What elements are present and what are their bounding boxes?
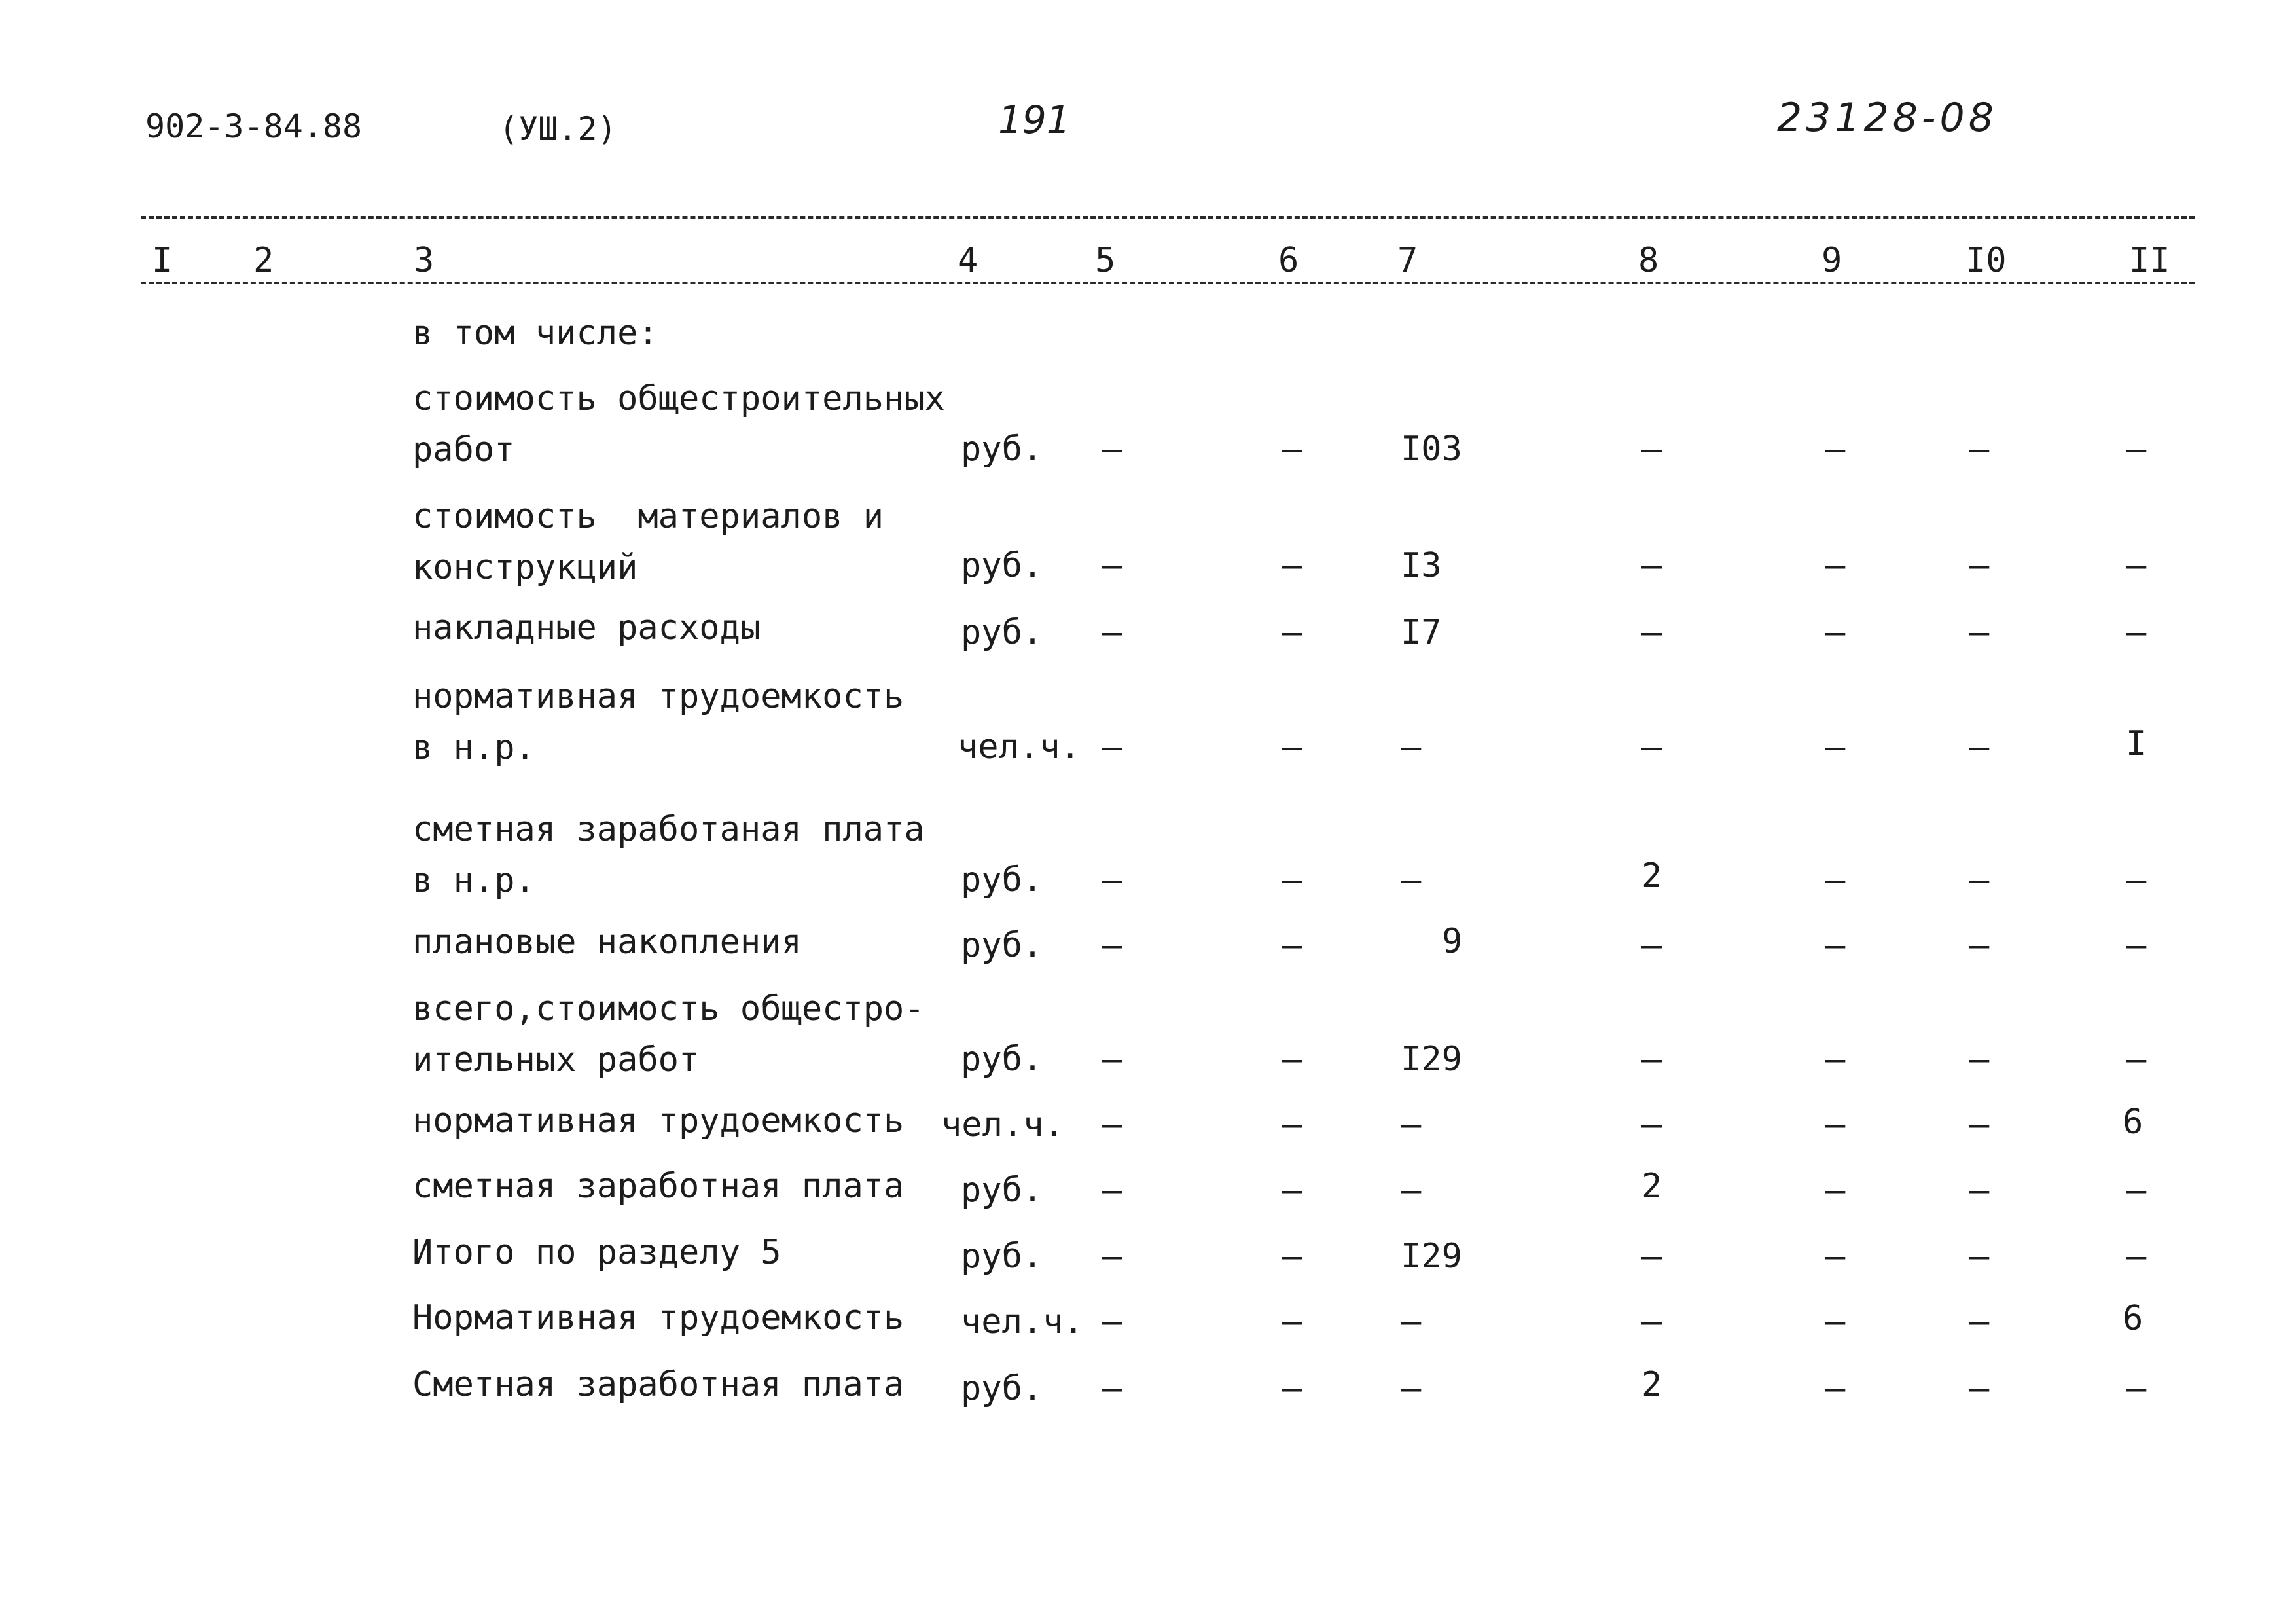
cell-unit: чел.ч. (941, 1105, 1064, 1144)
cell-col6: – (1282, 429, 1302, 469)
column-number-6: 6 (1278, 241, 1299, 280)
cell-col9: – (1825, 926, 1846, 965)
cell-col5: – (1102, 546, 1122, 585)
column-number-7: 7 (1397, 241, 1418, 280)
row-label-line: стоимость общестроительных (412, 379, 945, 418)
cell-col8: 2 (1641, 856, 1662, 896)
cell-col11: – (2126, 1237, 2147, 1276)
row-label (412, 917, 802, 968)
cell-unit: руб. (961, 546, 1043, 585)
row-label-line: всего,стоимость общестро- (412, 989, 925, 1029)
cell-col8: – (1641, 1040, 1662, 1079)
cell-col9: – (1825, 1105, 1846, 1144)
column-number-4: 4 (958, 241, 978, 280)
cell-unit: руб. (961, 1369, 1043, 1408)
cell-col11: I (2126, 724, 2147, 763)
cell-col9: – (1825, 1171, 1846, 1210)
cell-col10: – (1969, 1040, 1990, 1079)
cell-col5: – (1102, 1040, 1122, 1079)
project-code: 902-3-84.88 (145, 107, 363, 145)
cell-unit: руб. (961, 613, 1043, 652)
cell-col11: – (2126, 546, 2147, 585)
cell-col7: – (1401, 860, 1422, 900)
cell-col10: – (1969, 1302, 1990, 1341)
cell-col9: – (1825, 429, 1846, 469)
row-label (412, 804, 925, 906)
column-number-1: I (152, 241, 173, 280)
cell-unit: руб. (961, 926, 1043, 965)
cell-col9: – (1825, 613, 1846, 652)
row-label-line: сметная заработная плата (412, 1167, 905, 1206)
cell-col10: – (1969, 926, 1990, 965)
cell-col7: I29 (1401, 1237, 1462, 1276)
row-label-line: конструкций (412, 548, 638, 587)
cell-col11: – (2126, 860, 2147, 900)
cell-col5: – (1102, 860, 1122, 900)
cell-col5: – (1102, 926, 1122, 965)
row-label (412, 1161, 904, 1212)
row-label-line: ительных работ (412, 1040, 700, 1080)
cell-col10: – (1969, 1237, 1990, 1276)
column-number-3: 3 (414, 241, 435, 280)
cell-unit: руб. (961, 1171, 1043, 1210)
cell-col6: – (1282, 860, 1302, 900)
cell-col7: – (1401, 1302, 1422, 1341)
column-number-5: 5 (1095, 241, 1116, 280)
cell-col10: – (1969, 1171, 1990, 1210)
cell-col6: – (1282, 1105, 1302, 1144)
cell-col11: – (2126, 1369, 2147, 1408)
row-label-line: в н.р. (412, 728, 535, 767)
document-number: 23128-08 (1777, 95, 1998, 141)
cell-col5: – (1102, 429, 1122, 469)
table-top-rule (141, 216, 2195, 219)
cell-col6: – (1282, 1040, 1302, 1079)
cell-col5: – (1102, 727, 1122, 767)
row-label (412, 671, 904, 773)
row-label (412, 1227, 781, 1278)
cell-col8: – (1641, 1105, 1662, 1144)
cell-col11: – (2126, 1171, 2147, 1210)
cell-col7: I7 (1401, 613, 1442, 652)
row-label-line: Нормативная трудоемкость (412, 1298, 905, 1338)
cell-col8: – (1641, 1237, 1662, 1276)
cell-col6: – (1282, 926, 1302, 965)
cell-col5: – (1102, 1171, 1122, 1210)
cell-col11: – (2126, 926, 2147, 965)
cell-col11: – (2126, 429, 2147, 469)
cell-col7: – (1401, 1105, 1422, 1144)
row-label-line: Сметная заработная плата (412, 1365, 905, 1404)
cell-col10: – (1969, 1369, 1990, 1408)
cell-col5: – (1102, 613, 1122, 652)
cell-col11: – (2126, 613, 2147, 652)
table-header-rule (141, 282, 2195, 284)
column-number-9: 9 (1821, 241, 1842, 280)
cell-col10: – (1969, 1105, 1990, 1144)
cell-col8: – (1641, 727, 1662, 767)
column-number-10: I0 (1965, 241, 2007, 280)
cell-unit: чел.ч. (958, 727, 1081, 767)
row-label-line: Итого по разделу 5 (412, 1233, 781, 1272)
cell-col5: – (1102, 1237, 1122, 1276)
cell-col11: 6 (2123, 1299, 2144, 1338)
row-label (412, 602, 761, 653)
cell-col10: – (1969, 860, 1990, 900)
cell-col9: – (1825, 1040, 1846, 1079)
section-intro: в том числе: (412, 314, 658, 353)
cell-col8: – (1641, 1302, 1662, 1341)
cell-col6: – (1282, 1302, 1302, 1341)
row-label-line: накладные расходы (412, 608, 761, 647)
column-number-8: 8 (1638, 241, 1659, 280)
row-label-line: стоимость материалов и (412, 497, 884, 536)
cell-unit: руб. (961, 1040, 1043, 1079)
cell-col9: – (1825, 1302, 1846, 1341)
row-label (412, 1292, 904, 1343)
cell-unit: руб. (961, 1237, 1043, 1276)
cell-col7: I3 (1401, 546, 1442, 585)
row-label-line: нормативная трудоемкость (412, 1101, 905, 1140)
cell-col6: – (1282, 546, 1302, 585)
cell-unit: руб. (961, 429, 1043, 469)
cell-col5: – (1102, 1105, 1122, 1144)
cell-col6: – (1282, 1369, 1302, 1408)
cell-col8: – (1641, 926, 1662, 965)
row-label-line: плановые накопления (412, 922, 802, 962)
column-number-2: 2 (253, 241, 274, 280)
cell-col8: – (1641, 546, 1662, 585)
row-label (412, 983, 925, 1085)
column-number-11: II (2129, 241, 2170, 280)
cell-col6: – (1282, 727, 1302, 767)
cell-unit: руб. (961, 860, 1043, 900)
cell-col7: 9 (1442, 922, 1463, 961)
cell-col7: – (1401, 1369, 1422, 1408)
row-label (412, 1359, 904, 1410)
cell-col8: 2 (1641, 1365, 1662, 1404)
row-label (412, 1095, 904, 1146)
cell-col10: – (1969, 546, 1990, 585)
cell-col9: – (1825, 546, 1846, 585)
page-number: 191 (998, 98, 1071, 142)
cell-col11: 6 (2123, 1103, 2144, 1142)
row-label-line: нормативная трудоемкость (412, 677, 905, 716)
cell-col5: – (1102, 1369, 1122, 1408)
cell-col7: I29 (1401, 1040, 1462, 1079)
cell-col7: – (1401, 1171, 1422, 1210)
cell-col11: – (2126, 1040, 2147, 1079)
cell-col7: I03 (1401, 429, 1462, 469)
cell-col6: – (1282, 1237, 1302, 1276)
cell-col9: – (1825, 1237, 1846, 1276)
cell-col10: – (1969, 429, 1990, 469)
row-label-line: сметная заработаная плата (412, 810, 925, 849)
cell-col8: – (1641, 613, 1662, 652)
row-label-line: в н.р. (412, 861, 535, 900)
cell-col7: – (1401, 727, 1422, 767)
cell-col9: – (1825, 860, 1846, 900)
cell-col8: 2 (1641, 1167, 1662, 1206)
cell-unit: чел.ч. (961, 1302, 1084, 1341)
cell-col8: – (1641, 429, 1662, 469)
row-label (412, 491, 884, 593)
cell-col5: – (1102, 1302, 1122, 1341)
album-number: (УШ.2) (499, 110, 617, 148)
cell-col10: – (1969, 613, 1990, 652)
row-label (412, 373, 945, 475)
cell-col9: – (1825, 1369, 1846, 1408)
cell-col6: – (1282, 1171, 1302, 1210)
row-label-line: работ (412, 430, 515, 469)
cell-col9: – (1825, 727, 1846, 767)
cell-col6: – (1282, 613, 1302, 652)
cell-col10: – (1969, 727, 1990, 767)
